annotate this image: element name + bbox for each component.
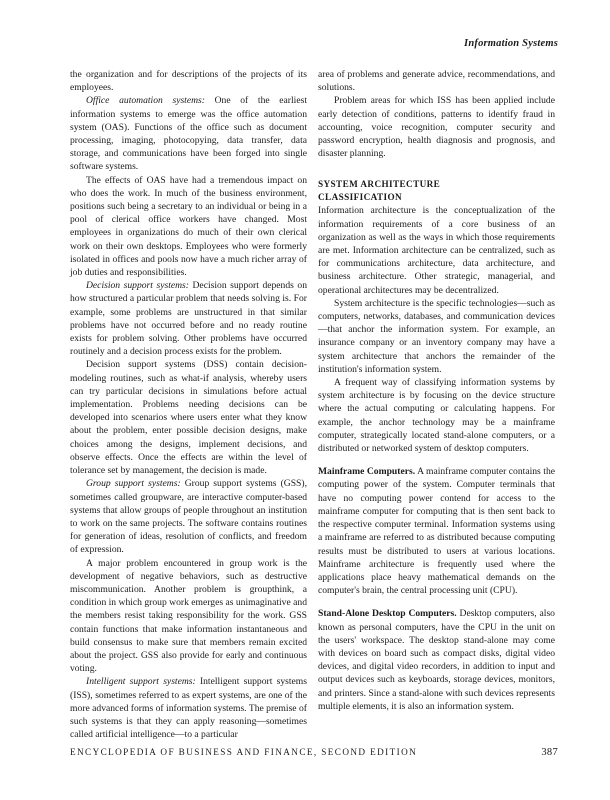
- paragraph: the organization and for descriptions of the projects of its employees.: [70, 69, 307, 94]
- paragraph-term: Intelligent support systems:: [86, 676, 196, 688]
- paragraph: The effects of OAS have had a tremendous impact on who does the work. In much of the business environment, positions such being a secretary to an individual or being in a pool of clerical office workers have changed. Most employees in organizations do much of their own clerical work on their own desktops. Employees who were formerly isolated in offices and pools now have a much richer array of job duties and responsibilities.: [70, 174, 307, 279]
- section-heading: [318, 178, 555, 204]
- paragraph-term: Decision support systems:: [86, 280, 189, 292]
- paragraph: A major problem encountered in group work is the development of negative behaviors, such as destructive miscommunication. Another problem is groupthink, a condition in which group work emerges as unimaginative and the members resist taking responsibility for the work. GSS contain functions that make information instantaneous and build consensus to make sure that members remain excited about the project. GSS also provide for early and continuous voting.: [70, 557, 307, 675]
- section-heading-line: CLASSIFICATION: [318, 192, 403, 203]
- paragraph: area of problems and generate advice, recommendations, and solutions.: [318, 69, 555, 94]
- paragraph: A frequent way of classifying information systems by system architecture is by focusing on the device structure where the actual computing or calculating happens. For example, the anchor technology may be a mainframe computer, strategically located stand-alone computers, or a distributed or networked system of desktop computers.: [318, 377, 555, 455]
- paragraph-term: Office automation systems:: [86, 95, 205, 107]
- paragraph-term: Group support systems:: [86, 478, 181, 490]
- publication-title: ENCYCLOPEDIA OF BUSINESS AND FINANCE, SECOND EDITION: [70, 747, 418, 757]
- right-column: [318, 68, 555, 713]
- page-footer: [70, 747, 558, 758]
- paragraph: [318, 607, 555, 713]
- running-head: Information Systems: [464, 38, 558, 49]
- page-number: 387: [541, 747, 558, 758]
- paragraph: Decision support systems (DSS) contain decision-modeling routines, such as what-if analysis, whereby users can try particular decisions in simulations before actual implementation. Problems needing decisions can be developed into scenarios where users enter what they know about the problem, enter possible decision designs, make choices among the designs, implement decisions, and observe effects. Once the effects are within the level of tolerance set by management, the decision is made.: [70, 359, 307, 477]
- subheading: Mainframe Computers.: [318, 466, 416, 478]
- left-column: [70, 68, 307, 741]
- paragraph-text: Desktop computers, also known as personal computers, have the CPU in the unit on the users' workspace. The desktop stand-alone may come with devices on board such as compact disks, digital video devices, and digital video recorders, in addition to input and output devices such as keyboards, storage devices, monitors, and printers. Since a stand-alone with such devices represents multiple elements, it is also an information system.: [318, 608, 555, 712]
- paragraph: Information architecture is the conceptualization of the information requirements of a core business of an organization as well as the ways in which those requirements are met. Information architecture can be centralized, such as for communications architecture, data architecture, and business architecture. Other strategic, managerial, and operational architectures may be decentralized.: [318, 205, 555, 296]
- section-heading-line: SYSTEM ARCHITECTURE: [318, 179, 441, 190]
- paragraph-text: Group support systems (GSS), sometimes called groupware, are interactive computer-based systems that allow groups of people throughout an institution to work on the same projects. The software contains routines for generation of ideas, resolution of conflicts, and freedom of expression.: [70, 478, 307, 556]
- paragraph: Problem areas for which ISS has been applied include early detection of conditions, patterns to identify fraud in accounting, voice recognition, computer security and password encryption, health diagnosis and prognosis, and disaster planning.: [318, 95, 555, 160]
- paragraph: [70, 279, 307, 358]
- paragraph: [70, 477, 307, 556]
- paragraph-text: Intelligent support systems (ISS), sometimes referred to as expert systems, are one of the more advanced forms of information systems. The premise of such systems is that they can apply reasoning—sometimes called artificial intelligence—to a particular: [70, 676, 307, 741]
- paragraph-text: Decision support depends on how structured a particular problem that needs solving is. For example, some problems are unstructured in that similar problems have not occurred before and no ready routine exists for problem solving. Other problems have occurred routinely and a decision process exists for the problem.: [70, 280, 307, 358]
- paragraph-text: A mainframe computer contains the computing power of the system. Computer terminals that have no computing power contend for access to the mainframe computer for computing that is then sent back to the respective computer terminal. Information systems using a mainframe are referred to as distributed because computing results must be distributed to users at various locations. Mainframe architecture is frequently used where the applications place heavy mathematical demands on the computer's brain, the central processing unit (CPU).: [318, 466, 556, 597]
- paragraph: System architecture is the specific technologies—such as computers, networks, databases, and communication devices—that anchor the information system. For example, an insurance company or an inventory company may have a system architecture that anchors the remainder of the institution's information system.: [318, 297, 555, 375]
- subheading: Stand-Alone Desktop Computers.: [318, 608, 457, 620]
- paragraph-text: One of the earliest information systems to emerge was the office automation system (OAS). Functions of the office such as document processing, imaging, photocopying, data transfer, data storage, and communications have been forged into single software systems.: [70, 95, 307, 173]
- paragraph: [70, 675, 307, 741]
- paragraph: [70, 94, 307, 173]
- paragraph: [318, 465, 555, 597]
